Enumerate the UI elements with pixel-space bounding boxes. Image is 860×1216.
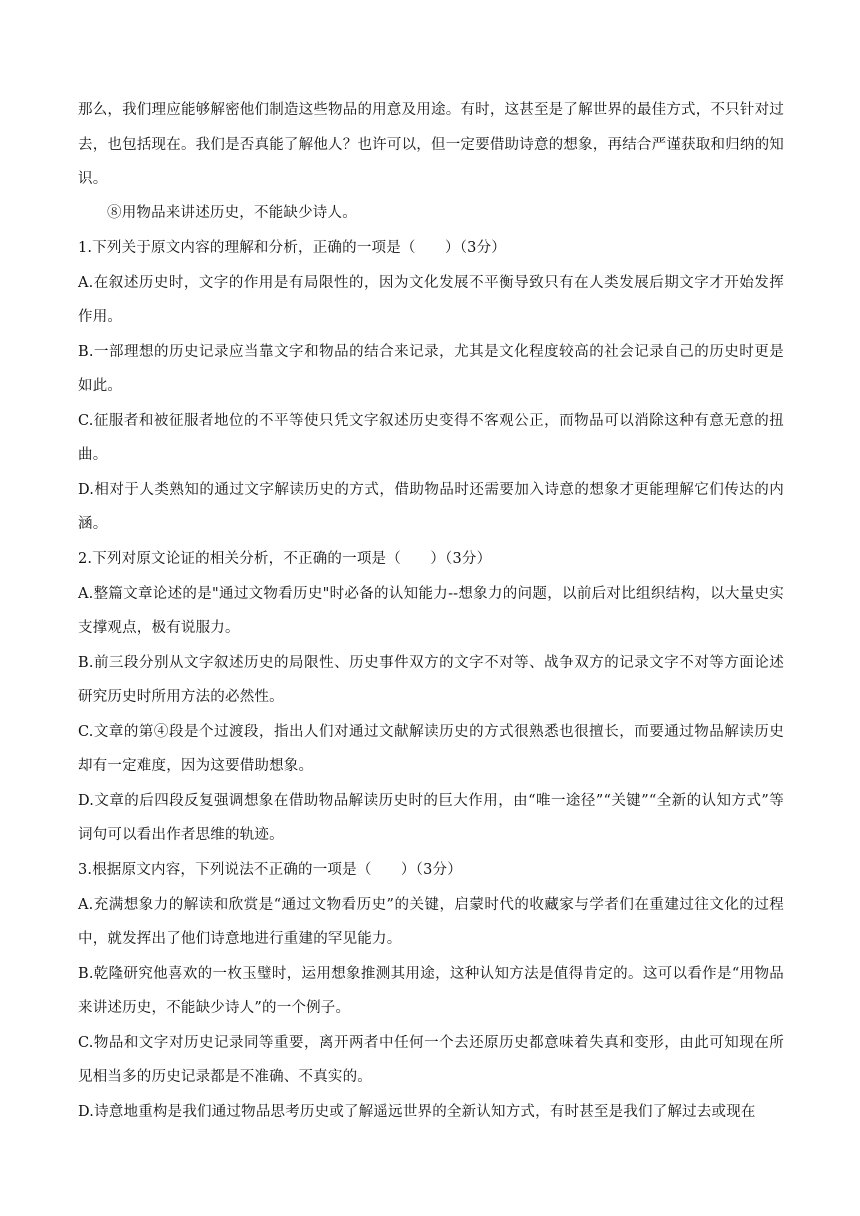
option-c: C.物品和文字对历史记录同等重要，离开两者中任何一个去还原历史都意味着失真和变形，由此可知现在所见相当多的历史记录都是不准确、不真实的。 — [78, 1034, 784, 1085]
passage-text: ⑧用物品来讲述历史，不能缺少诗人。 — [107, 205, 357, 221]
passage-paragraph-7 — [78, 93, 784, 197]
question-stem: 3.根据原文内容，下列说法不正确的一项是（ ）（3分） — [78, 862, 462, 878]
question-3 — [78, 853, 784, 1129]
option-b: B.乾隆研究他喜欢的一枚玉璧时，运用想象推测其用途，这种认知方法是值得肯定的。这可以看作是“用物品来讲述历史，不能缺少诗人”的一个例子。 — [78, 965, 784, 1016]
passage-text: 那么，我们理应能够解密他们制造这些物品的用意及用途。有时，这甚至是了解世界的最佳方式，不只针对过去，也包括现在。我们是否真能了解他人？也许可以，但一定要借助诗意的想象，再结合严谨获取和归纳的知识。 — [78, 102, 784, 187]
option-d: D.相对于人类熟知的通过文字解读历史的方式，借助物品时还需要加入诗意的想象才更能理解它们传达的内涵。 — [78, 481, 784, 532]
option-a: A.在叙述历史时，文字的作用是有局限性的，因为文化发展不平衡导致只有在人类发展后期文字才开始发挥作用。 — [78, 274, 784, 325]
question-1 — [78, 231, 784, 542]
option-a: A.整篇文章论述的是"通过文物看历史"时必备的认知能力--想象力的问题，以前后对比组织结构，以大量史实支撑观点，极有说服力。 — [78, 585, 784, 636]
question-2 — [78, 542, 784, 853]
passage-paragraph-8 — [78, 196, 784, 231]
option-b: B.一部理想的历史记录应当靠文字和物品的结合来记录，尤其是文化程度较高的社会记录自己的历史时更是如此。 — [78, 343, 784, 394]
option-d: D.文章的后四段反复强调想象在借助物品解读历史时的巨大作用，由“唯一途径”“关键”“全新的认知方式”等词句可以看出作者思维的轨迹。 — [78, 792, 784, 843]
option-d: D.诗意地重构是我们通过物品思考历史或了解遥远世界的全新认知方式，有时甚至是我们了解过去或现在 — [78, 1103, 756, 1120]
option-a: A.充满想象力的解读和欣赏是“通过文物看历史”的关键，启蒙时代的收藏家与学者们在重建过往文化的过程中，就发挥出了他们诗意地进行重建的罕见能力。 — [78, 896, 784, 947]
option-c: C.文章的第④段是个过渡段，指出人们对通过文献解读历史的方式很熟悉也很擅长，而要通过物品解读历史却有一定难度，因为这要借助想象。 — [78, 723, 784, 774]
option-c: C.征服者和被征服者地位的不平等使只凭文字叙述历史变得不客观公正，而物品可以消除这种有意无意的扭曲。 — [78, 412, 784, 463]
option-b: B.前三段分别从文字叙述历史的局限性、历史事件双方的文字不对等、战争双方的记录文字不对等方面论述研究历史时所用方法的必然性。 — [78, 654, 784, 705]
question-stem: 2.下列对原文论证的相关分析，不正确的一项是（ ）（3分） — [78, 551, 492, 567]
question-stem: 1.下列关于原文内容的理解和分析，正确的一项是（ ）（3分） — [78, 240, 507, 256]
